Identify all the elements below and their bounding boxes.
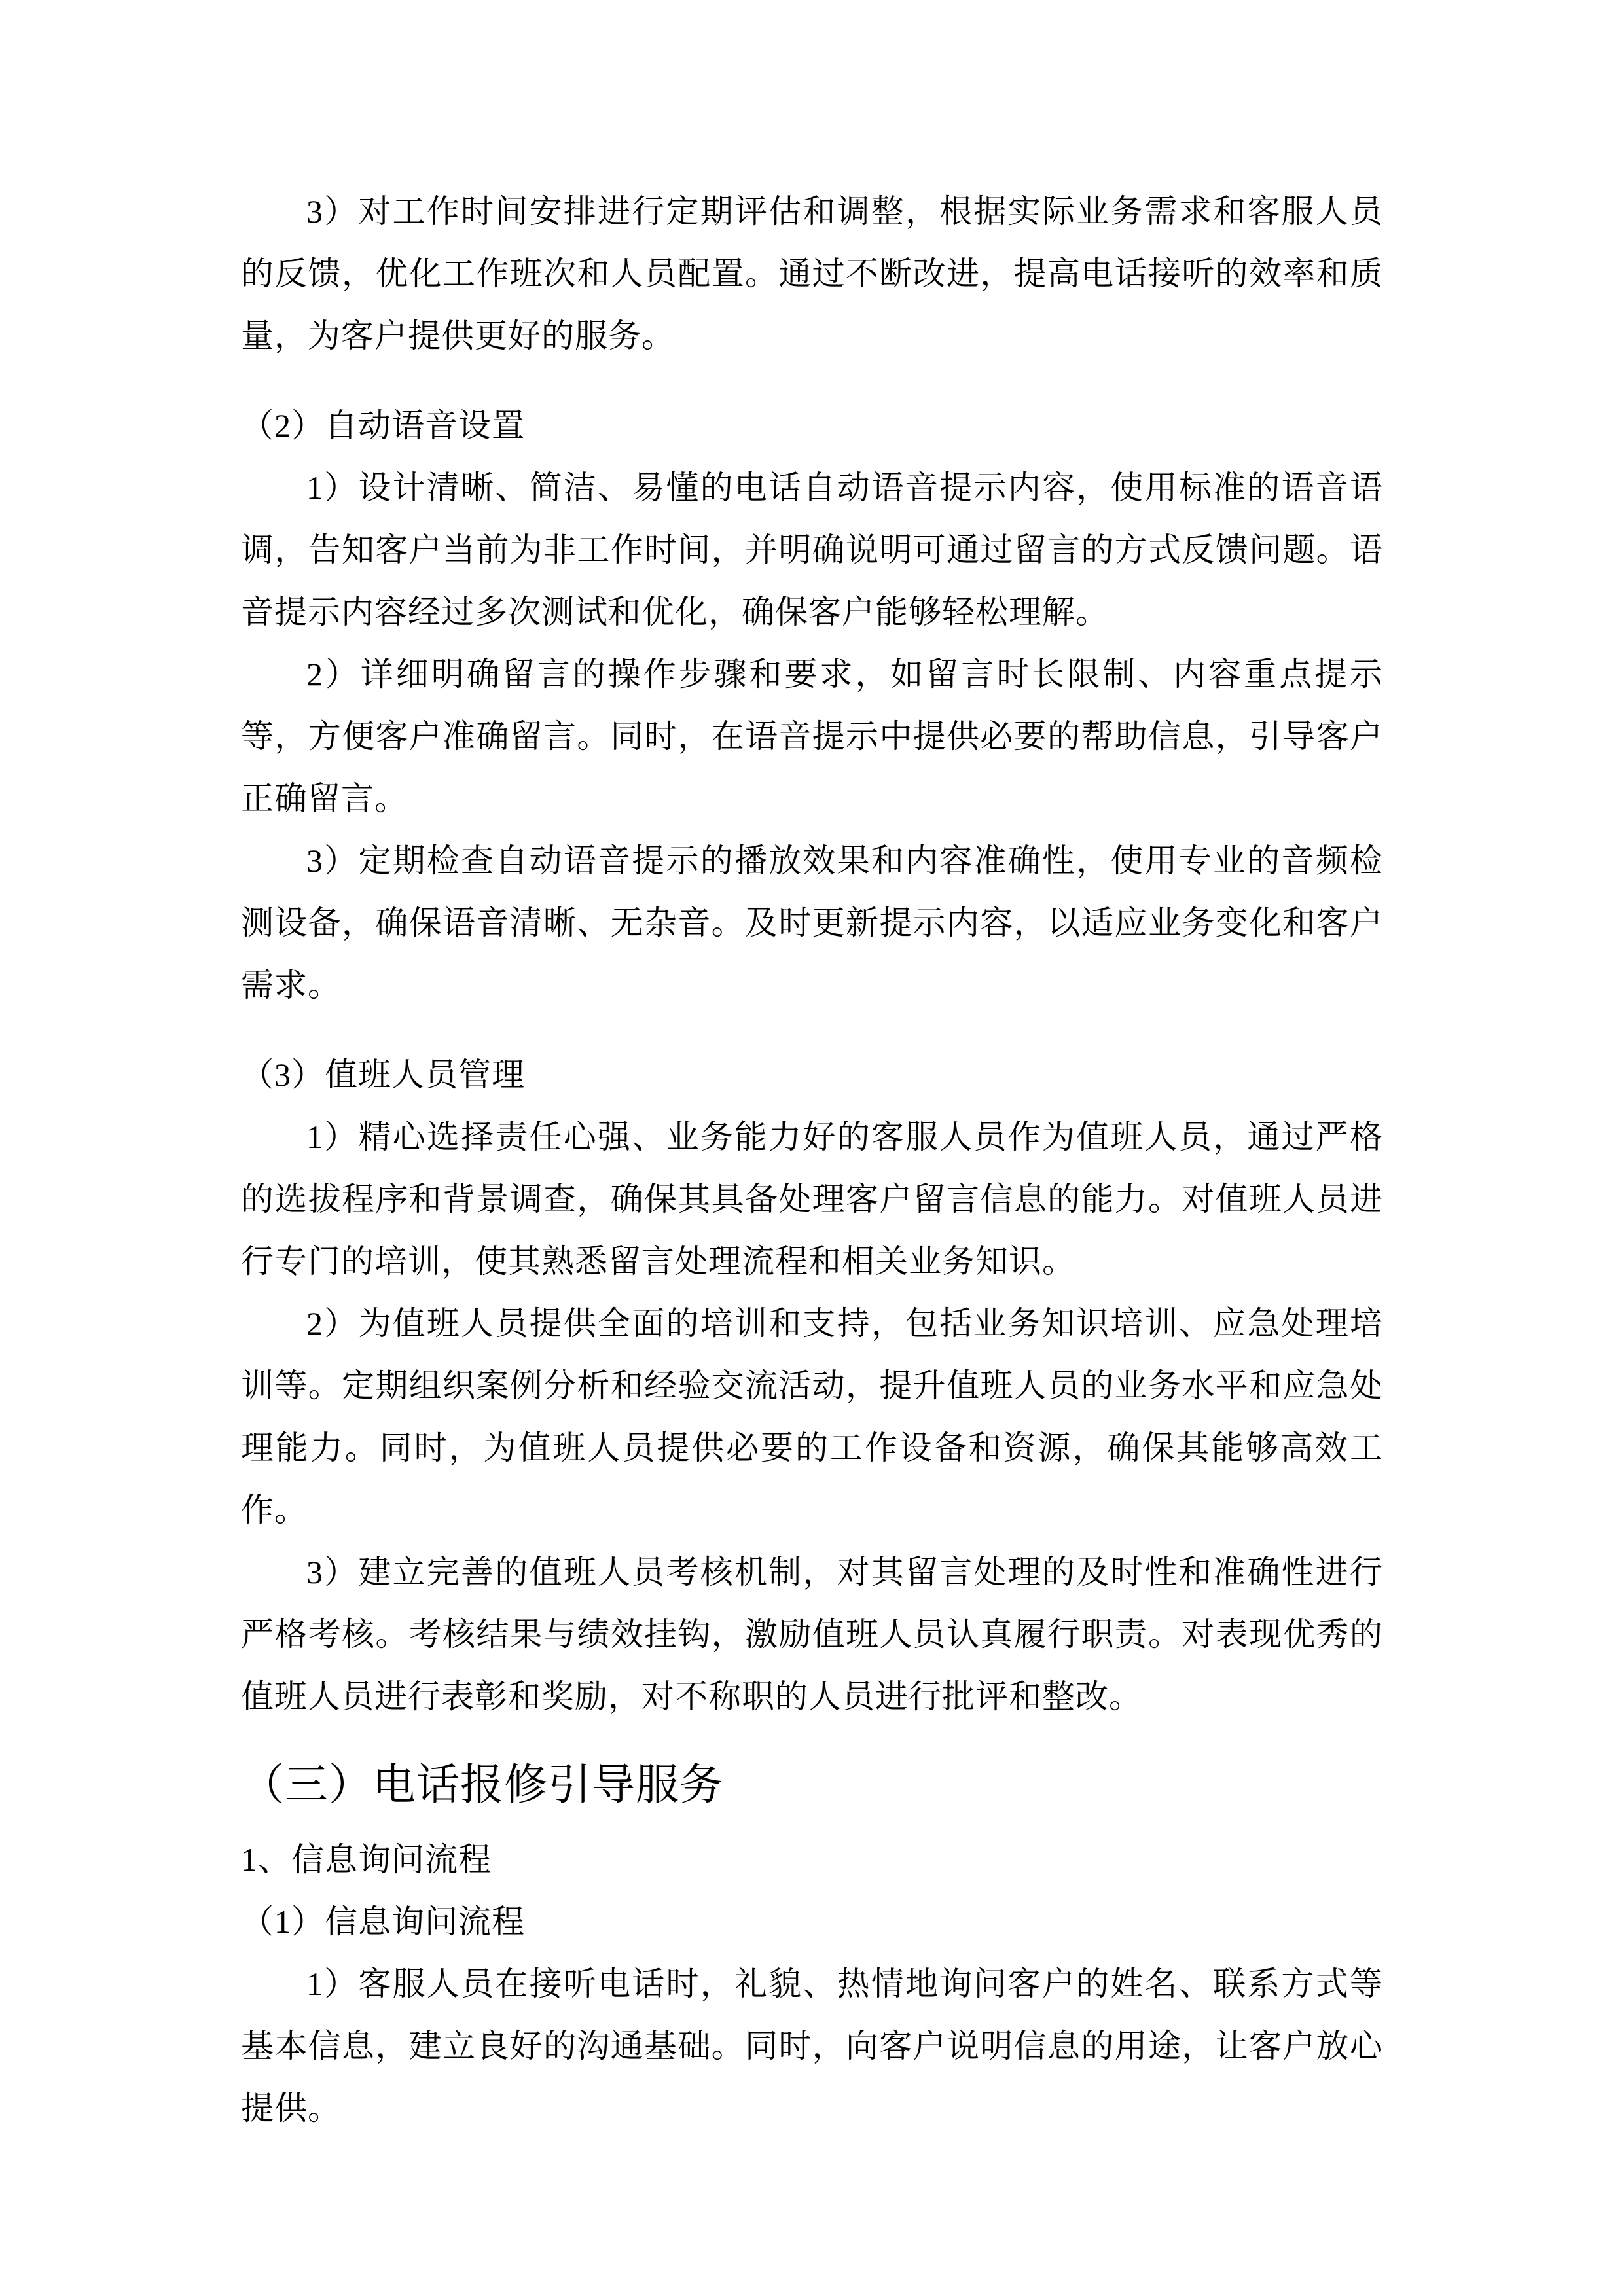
document-body	[241, 181, 1383, 2140]
paragraph-duty-staff-assessment: 3）建立完善的值班人员考核机制，对其留言处理的及时性和准确性进行严格考核。考核结果与绩效挂钩，激励值班人员认真履行职责。对表现优秀的值班人员进行表彰和奖励，对不称职的人员进行批评和整改。	[241, 1554, 1383, 1715]
paragraph-voice-prompt-design: 1）设计清晰、简洁、易懂的电话自动语音提示内容，使用标准的语音语调，告知客户当前为非工作时间，并明确说明可通过留言的方式反馈问题。语音提示内容经过多次测试和优化，确保客户能够轻松理解。	[241, 469, 1383, 630]
heading-duty-staff-management: （3）值班人员管理	[241, 1056, 525, 1093]
subhead-info-inquiry-process: 1、信息询问流程	[241, 1841, 492, 1878]
paragraph-duty-staff-training: 2）为值班人员提供全面的培训和支持，包括业务知识培训、应急处理培训等。定期组织案例分析和经验交流活动，提升值班人员的业务水平和应急处理能力。同时，为值班人员提供必要的工作设备和资源，确保其能够高效工作。	[241, 1305, 1383, 1528]
paragraph-duty-staff-selection: 1）精心选择责任心强、业务能力好的客服人员作为值班人员，通过严格的选拔程序和背景调查，确保其具备处理客户留言信息的能力。对值班人员进行专门的培训，使其熟悉留言处理流程和相关业务知识。	[241, 1119, 1383, 1280]
paragraph-message-steps: 2）详细明确留言的操作步骤和要求，如留言时长限制、内容重点提示等，方便客户准确留言。同时，在语音提示中提供必要的帮助信息，引导客户正确留言。	[241, 656, 1383, 817]
heading-auto-voice-setup: （2）自动语音设置	[241, 407, 525, 444]
paragraph-customer-info-inquiry: 1）客服人员在接听电话时，礼貌、热情地询问客户的姓名、联系方式等基本信息，建立良好的沟通基础。同时，向客户说明信息的用途，让客户放心提供。	[241, 1965, 1383, 2126]
heading-phone-repair-guide: （三）电话报修引导服务	[241, 1761, 723, 1809]
subhead-info-inquiry-process-1: （1）信息询问流程	[241, 1903, 525, 1940]
paragraph-shift-evaluation: 3）对工作时间安排进行定期评估和调整，根据实际业务需求和客服人员的反馈，优化工作班次和人员配置。通过不断改进，提高电话接听的效率和质量，为客户提供更好的服务。	[241, 193, 1383, 354]
paragraph-voice-check: 3）定期检查自动语音提示的播放效果和内容准确性，使用专业的音频检测设备，确保语音清晰、无杂音。及时更新提示内容，以适应业务变化和客户需求。	[241, 842, 1383, 1003]
